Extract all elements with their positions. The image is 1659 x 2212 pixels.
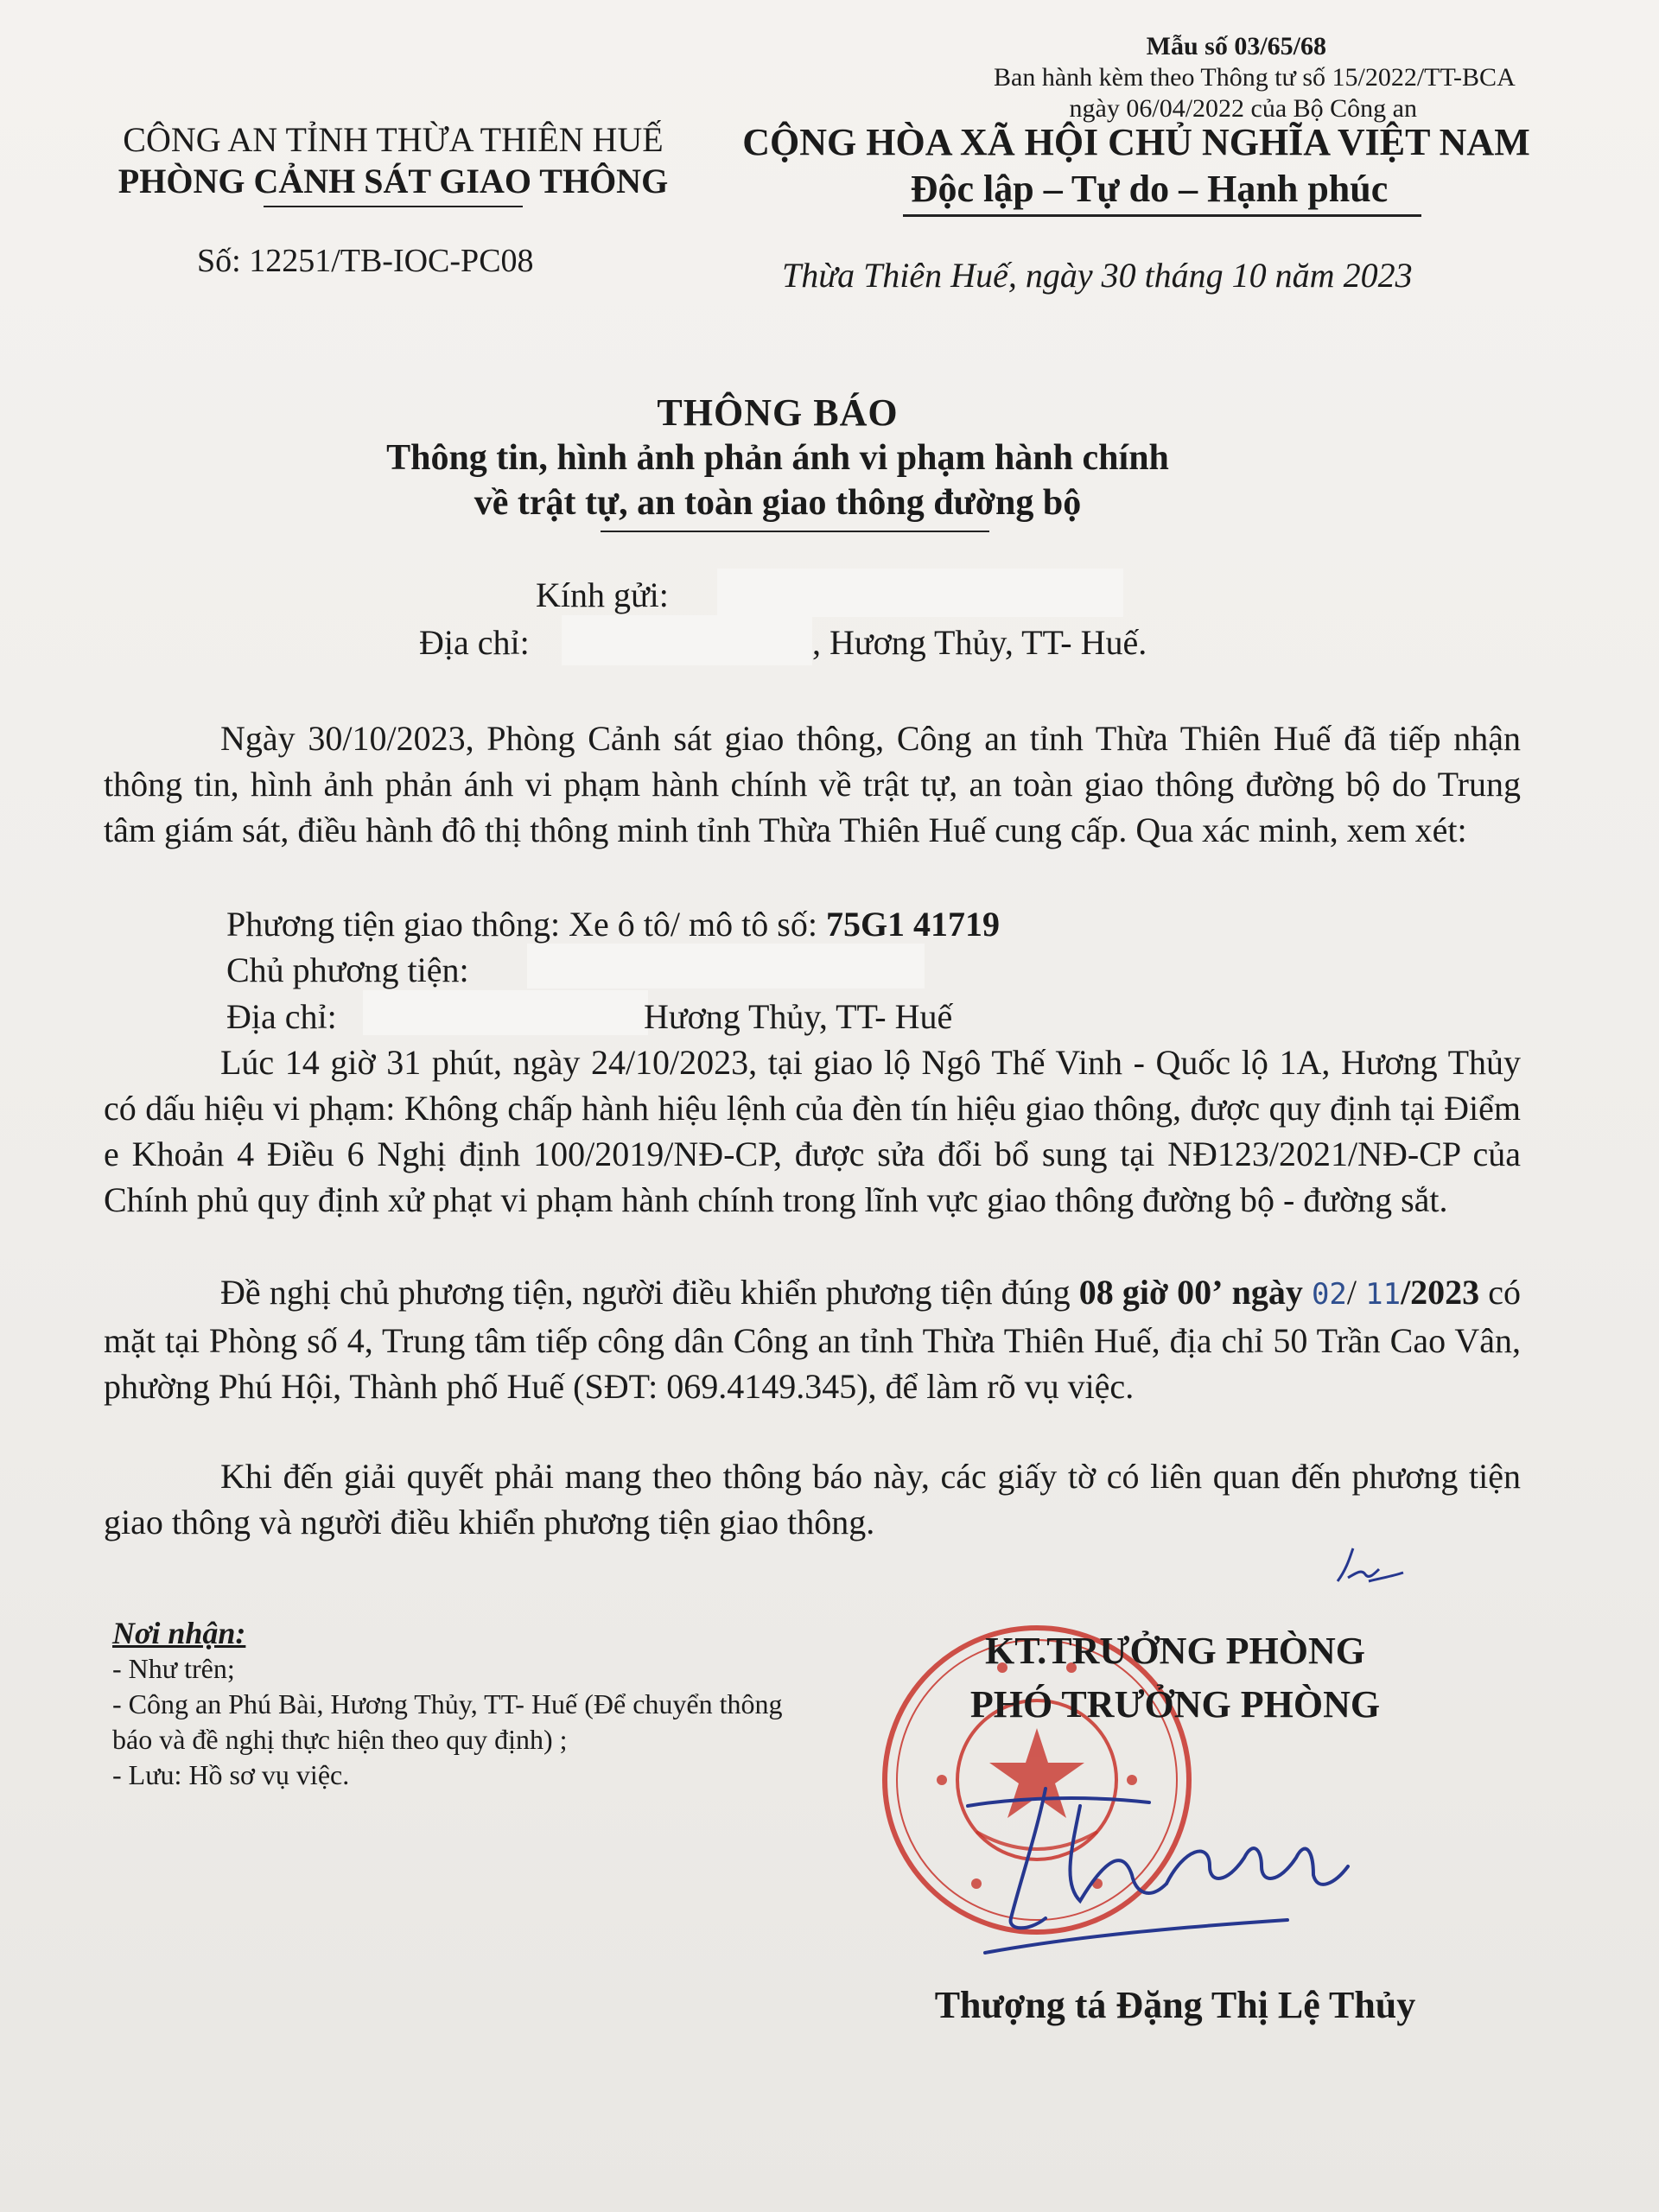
redacted-owner-address <box>363 990 648 1035</box>
summons-rest: có mặt tại Phòng số 4, Trung tâm tiếp công dân Công an tỉnh Thừa Thiên Huế, địa chỉ 50 Trần Cao Vân, phường Phú Hội, Thành phố Huế (SĐT: 069.4149.345), để làm rõ vụ việc. <box>104 1273 1522 1406</box>
dateline: Thừa Thiên Huế, ngày 30 tháng 10 năm 2023 <box>782 256 1413 295</box>
form-issued-date: ngày 06/04/2022 của Bộ Công an <box>1069 94 1417 123</box>
title-main: THÔNG BÁO <box>657 391 899 434</box>
paragraph-violation: Lúc 14 giờ 31 phút, ngày 24/10/2023, tại giao lộ Ngô Thế Vinh - Quốc lộ 1A, Hương Thủy có dấu hiệu vi phạm: Không chấp hành hiệu lệnh của đèn tín hiệu giao thông, được quy định tại Điểm e Khoản 4 Điều 6 Nghị định 100/2019/NĐ-CP, được sửa đổi bổ sung tại NĐ123/2021/NĐ-CP của Chính phủ quy định xử phạt vi phạm hành chính trong lĩnh vực giao thông đường bộ - đường sắt. <box>104 1043 1521 1219</box>
summons-day-label: ngày <box>1231 1273 1303 1312</box>
summons-year: /2023 <box>1401 1273 1480 1312</box>
form-issued-with: Ban hành kèm theo Thông tư số 15/2022/TT-BCA <box>994 63 1516 92</box>
form-number: Mẫu số 03/65/68 <box>1146 32 1326 60</box>
distribution-list <box>112 1616 795 1793</box>
agency-name: PHÒNG CẢNH SÁT GIAO THÔNG <box>118 162 669 200</box>
redacted-owner-name <box>527 944 925 988</box>
summons-month-handwritten: 11 <box>1365 1277 1402 1312</box>
paragraph-documents: Khi đến giải quyết phải mang theo thông báo này, các giấy tờ có liên quan đến phương tiện giao thông và người điều khiển phương tiện giao thông. <box>104 1457 1521 1541</box>
signature-title: PHÓ TRƯỞNG PHÒNG <box>969 1683 1381 1726</box>
vehicle-label: Phương tiện giao thông: Xe ô tô/ mô tô số: <box>226 905 817 944</box>
vehicle-plate: 75G1 41719 <box>825 905 1001 944</box>
recipient-address-label: Địa chỉ: <box>419 623 530 662</box>
recipient-address-value: , Hương Thủy, TT- Huế. <box>812 623 1147 662</box>
distribution-item: - Lưu: Hồ sơ vụ việc. <box>112 1759 350 1790</box>
signature-for-title: KT.TRƯỞNG PHÒNG <box>985 1630 1365 1672</box>
handwritten-signature <box>950 1754 1365 1961</box>
document-title <box>259 391 1296 532</box>
initial-mark <box>1331 1543 1408 1595</box>
recipient-to <box>536 575 669 615</box>
redacted-recipient-address <box>562 615 812 665</box>
vehicle-line <box>226 901 1000 947</box>
owner-label: Chủ phương tiện: <box>226 950 469 989</box>
summons-day-handwritten: 02 <box>1311 1277 1347 1312</box>
paragraph-intake: Ngày 30/10/2023, Phòng Cảnh sát giao thông, Công an tỉnh Thừa Thiên Huế đã tiếp nhận thông tin, hình ảnh phản ánh vi phạm hành chính về trật tự, an toàn giao thông đường bộ do Trung tâm giám sát, điều hành đô thị thông minh tỉnh Thừa Thiên Huế cung cấp. Qua xác minh, xem xét: <box>104 719 1521 849</box>
distribution-item: - Như trên; <box>112 1653 235 1684</box>
document-number: Số: 12251/TB-IOC-PC08 <box>197 243 534 279</box>
title-sub-1: Thông tin, hình ảnh phản ánh vi phạm hành chính <box>386 438 1169 478</box>
signature-title-block <box>873 1624 1478 1732</box>
recipient-to-label: Kính gửi: <box>536 575 669 614</box>
title-sub-2: về trật tự, an toàn giao thông đường bộ <box>474 483 1082 523</box>
redacted-recipient-name <box>717 569 1123 617</box>
signer-name: Thượng tá Đặng Thị Lệ Thủy <box>934 1984 1416 2026</box>
document-body <box>104 715 1521 1580</box>
nation-name: CỘNG HÒA XÃ HỘI CHỦ NGHĨA VIỆT NAM <box>742 121 1530 163</box>
motto-underline <box>903 214 1421 217</box>
national-motto: Độc lập – Tự do – Hạnh phúc <box>910 168 1389 210</box>
agency-underline <box>264 206 523 207</box>
distribution-item: - Công an Phú Bài, Hương Thủy, TT- Huế (Để chuyển thông báo và đề nghị thực hiện theo quy định) ; <box>112 1688 783 1755</box>
agency-parent: CÔNG AN TỈNH THỪA THIÊN HUẾ <box>123 120 664 159</box>
summons-start: Đề nghị chủ phương tiện, người điều khiển phương tiện đúng <box>220 1273 1071 1312</box>
form-identifier <box>994 31 1516 124</box>
paragraph-summons <box>104 1269 1521 1409</box>
national-header <box>730 119 1542 217</box>
agency-block <box>82 119 704 207</box>
owner-address-value: Hương Thủy, TT- Huế <box>644 997 953 1036</box>
title-underline <box>601 531 989 532</box>
distribution-heading: Nơi nhận: <box>112 1616 246 1650</box>
owner-address-label: Địa chỉ: <box>226 997 337 1036</box>
summons-date-separator: / <box>1346 1273 1357 1312</box>
summons-time: 08 giờ 00’ <box>1078 1273 1224 1312</box>
